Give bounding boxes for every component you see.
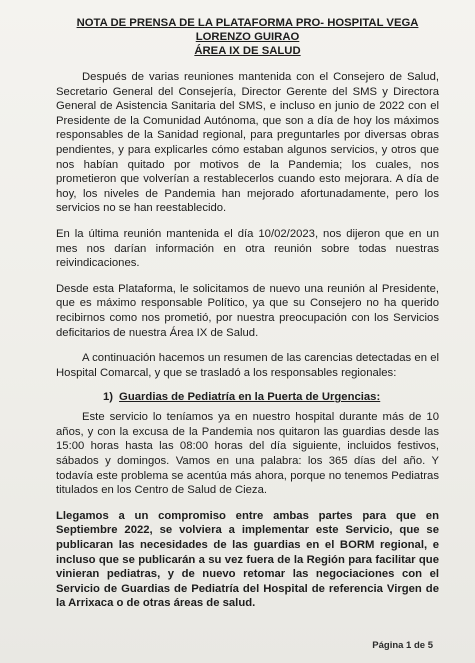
paragraph-last-meeting: En la última reunión mantenida el día 10/02/2023, nos dijeron que en un mes nos darían información en otra reunión sobre todas nuestras reivindicaciones. [56,227,439,270]
paragraph-summary-intro: A continuación hacemos un resumen de las carencias detectadas en el Hospital Comarcal, y que se trasladó a los responsables regionales: [56,352,439,379]
paragraph-request: Desde esta Plataforma, le solicitamos de nuevo una reunión al Presidente, que es máximo responsable Político, ya que su Consejero no ha querido recibirnos como nos prometió, por nuestra preocupación con los Servicios deficitarios de nuestra Área IX de Salud. [56,282,439,339]
paragraph-pediatrics: Este servicio lo teníamos ya en nuestro hospital durante más de 10 años, y con la excusa de la Pandemia nos quitaron las guardias desde las 15:00 horas hasta las 08:00 horas del día siguiente, incluidos festivos, sábados y domingos. Vamos en una palabra: los 365 días del año. Y todavía este problema se acentúa más ahora, porque no tenemos Pediatras titulados en los Centro de Salud de Cieza. [56,411,439,497]
section-heading-text: Guardias de Pediatría en la Puerta de Urgencias: [119,391,381,404]
document-subtitle: ÁREA IX DE SALUD [194,45,301,57]
section-number: 1) [103,391,114,404]
page-number: Página 1 de 5 [372,640,433,651]
paragraph-meetings: Después de varias reuniones mantenida con el Consejero de Salud, Secretario General del Consejería, Director Gerente del SMS y Directora General de Asistencia Sanitaria del SMS, e incluso en junio de 2022 con el Presidente de la Comunidad Autónoma, que son a día de hoy los máximos responsables de la Sanidad regional, para preguntarles por diversas obras pendientes, y para explicarles cómo estaban algunos servicios, y otros que nos habían quitado por motivos de la Pandemia; los cuales, nos prometieron que volverían a restablecerlos cuando esto mejorara. A día de hoy, los niveles de Pandemia han mejorado afortunadamente, pero los servicios no se han reestablecido. [56,71,439,215]
paragraph-agreement: Llegamos a un compromiso entre ambas partes para que en Septiembre 2022, se volviera a implementar este Servicio, que se publicaran las necesidades de las guardias en el BORM regional, e incluso que se publicarán a su vez fuera de la Región para facilitar que vinieran pediatras, y de nuevo retomar las negociaciones con el Servicio de Guardias de Pediatría del Hospital de referencia Virgen de la Arrixaca o de otras áreas de salud. [56,509,439,610]
section-heading [103,390,439,404]
document-title: NOTA DE PRENSA DE LA PLATAFORMA PRO- HOSPITAL VEGA LORENZO GUIRAO [76,17,419,43]
